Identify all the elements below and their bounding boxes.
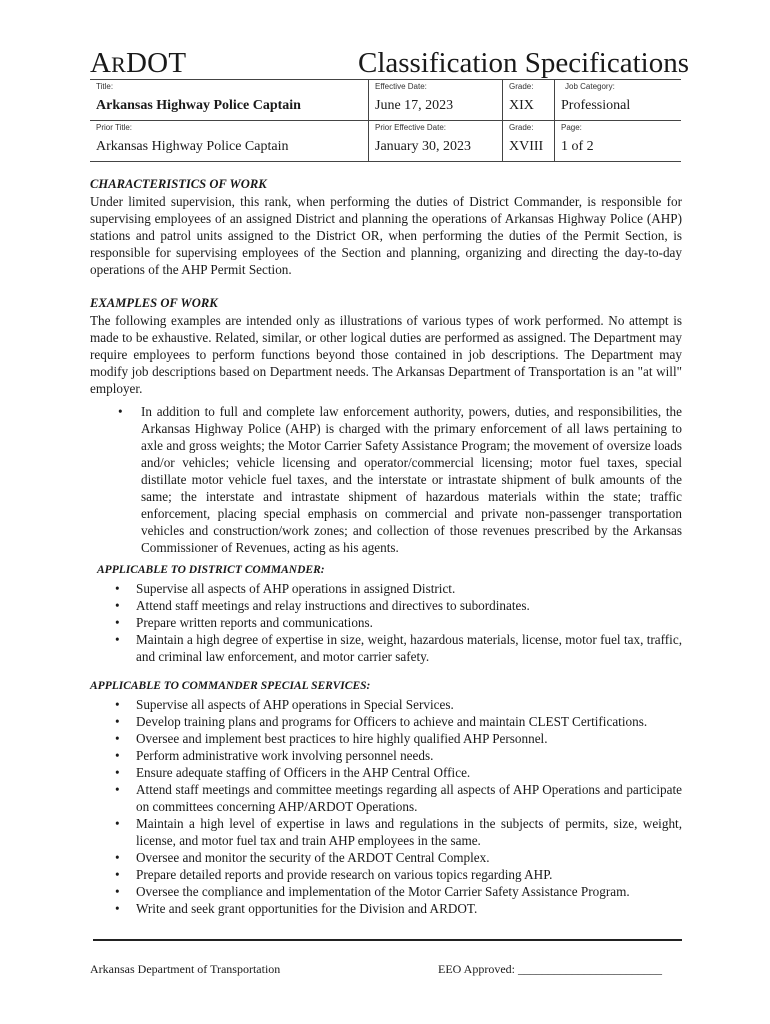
classification-info-table: [90, 79, 681, 162]
title-label: Title:: [96, 82, 114, 91]
bullet-icon: •: [115, 598, 120, 613]
title-value: Arkansas Highway Police Captain: [96, 98, 301, 113]
grade-value: XIX: [509, 98, 534, 113]
characteristics-heading: CHARACTERISTICS OF WORK: [90, 177, 267, 191]
list-item: • Maintain a high level of expertise in laws and regulations in the subjects of permits, size, weight, license, and motor fuel tax and train AHP employees in the same.: [115, 816, 682, 848]
bullet-icon: •: [115, 697, 120, 712]
prior-effective-date-value: January 30, 2023: [375, 139, 472, 154]
logo-letters-dot: DOT: [126, 47, 187, 79]
examples-text: The following examples are intended only as illustrations of various types of work performed. No attempt is made to be exhaustive. Related, similar, or other logical duties are performed as assigned. The Department may require employees to perform functions beyond those contained in job descriptions. The Department may modify job descriptions based on Department needs. The Arkansas Department of Transportation is an "at will" employer.: [90, 313, 682, 396]
list-item: • Attend staff meetings and committee meetings regarding all aspects of AHP Operations and participate on committees concerning AHP/ARDOT Operations.: [115, 782, 682, 814]
logo-letter-r: R: [111, 52, 127, 77]
examples-bullet-list: [90, 403, 682, 556]
bullet-icon: •: [115, 632, 120, 647]
grade-label: Grade:: [509, 82, 534, 91]
document-body: [90, 176, 682, 917]
list-item: • Attend staff meetings and relay instructions and directives to subordinates.: [115, 598, 530, 613]
list-item: • Prepare written reports and communications.: [115, 615, 373, 630]
bullet-icon: •: [115, 782, 120, 797]
prior-title-label: Prior Title:: [96, 123, 133, 132]
bullet-icon: •: [115, 731, 120, 746]
job-category-label: Job Category:: [565, 82, 615, 91]
logo-letter-a: A: [90, 47, 112, 79]
bullet-icon: •: [115, 765, 120, 780]
job-category-value: Professional: [561, 98, 631, 113]
list-item: • Oversee and monitor the security of the ARDOT Central Complex.: [115, 850, 490, 865]
info-row-prior: [90, 121, 681, 162]
district-commander-list: [90, 580, 682, 665]
effective-date-value: June 17, 2023: [375, 98, 454, 113]
effective-date-cell: [368, 80, 503, 120]
title-cell: [90, 80, 368, 120]
characteristics-text: Under limited supervision, this rank, when performing the duties of District Commander, is responsible for supervising employees of an assigned District and planning the operations of Arkansas Highway Police (AHP) stations and patrol units assigned to the District OR, when performing the duties of the Permit Section, is responsible for supervising employees of the Section and planning, organizing and directing the day-to-day operations of the AHP Permit Section.: [90, 194, 682, 277]
grade-cell: [502, 80, 555, 120]
bullet-icon: •: [115, 816, 120, 831]
special-services-heading: APPLICABLE TO COMMANDER SPECIAL SERVICES:: [90, 680, 371, 692]
job-category-cell: [554, 80, 682, 120]
prior-title-cell: [90, 121, 368, 161]
district-commander-heading: APPLICABLE TO DISTRICT COMMANDER:: [97, 564, 325, 576]
document-title: Classification Specifications: [358, 47, 690, 79]
bullet-icon: •: [118, 404, 123, 419]
bullet-icon: •: [115, 581, 120, 596]
list-item: • Oversee the compliance and implementation of the Motor Carrier Safety Assistance Program.: [115, 884, 630, 899]
list-item: • Oversee and implement best practices to hire highly qualified AHP Personnel.: [115, 731, 548, 746]
list-item: • Ensure adequate staffing of Officers in the AHP Central Office.: [115, 765, 471, 780]
bullet-icon: •: [115, 867, 120, 882]
page-label: Page:: [561, 123, 582, 132]
list-item: • Perform administrative work involving personnel needs.: [115, 748, 434, 763]
list-item: • Write and seek grant opportunities for the Division and ARDOT.: [115, 901, 478, 916]
ardot-logo: [90, 44, 186, 84]
page-cell: [554, 121, 682, 161]
effective-date-label: Effective Date:: [375, 82, 427, 91]
examples-heading: EXAMPLES OF WORK: [90, 296, 218, 310]
list-item: • Maintain a high degree of expertise in size, weight, hazardous materials, license, motor fuel tax, traffic, and criminal law enforcement, and motor carrier safety.: [115, 632, 682, 664]
bullet-icon: •: [115, 615, 120, 630]
footer-divider: [93, 939, 682, 941]
prior-grade-cell: [502, 121, 555, 161]
prior-grade-label: Grade:: [509, 123, 534, 132]
special-services-list: [90, 696, 682, 917]
list-item: • In addition to full and complete law enforcement authority, powers, duties, and responsibilities, the Arkansas Highway Police (AHP) is charged with the primary enforcement of all laws pertaining to axle and gross weights; the Motor Carrier Safety Assistance Program; the movement of oversize loads and/or vehicles; vehicle licensing and operator/commercial licensing; motor fuel taxes, special distillate motor vehicle fuel taxes, and the interstate or intrastate shipment of bulk amounts of the same; the interstate and intrastate shipment of hazardous materials within the state; traffic enforcement, placing special emphasis on commercial and private non-passenger transportation vehicles and construction/work zones; and collection of those revenues prescribed by the Arkansas Commissioner of Revenues, acting as his agents.: [118, 404, 682, 555]
bullet-icon: •: [115, 901, 120, 916]
info-row-current: [90, 79, 681, 121]
prior-effective-date-label: Prior Effective Date:: [375, 123, 446, 132]
list-item: • Prepare detailed reports and provide research on various topics regarding AHP.: [115, 867, 553, 882]
bullet-icon: •: [115, 884, 120, 899]
bullet-icon: •: [115, 850, 120, 865]
list-item: • Supervise all aspects of AHP operations in Special Services.: [115, 697, 454, 712]
prior-effective-date-cell: [368, 121, 503, 161]
page-value: 1 of 2: [561, 139, 594, 154]
footer-department: Arkansas Department of Transportation: [90, 962, 281, 976]
prior-title-value: Arkansas Highway Police Captain: [96, 139, 289, 154]
list-item: • Develop training plans and programs for Officers to achieve and maintain CLEST Certifications.: [115, 714, 648, 729]
bullet-icon: •: [115, 714, 120, 729]
footer-eeo-approved: EEO Approved: ________________________: [438, 962, 662, 976]
prior-grade-value: XVIII: [509, 139, 544, 154]
list-item: • Supervise all aspects of AHP operations in assigned District.: [115, 581, 456, 596]
bullet-icon: •: [115, 748, 120, 763]
